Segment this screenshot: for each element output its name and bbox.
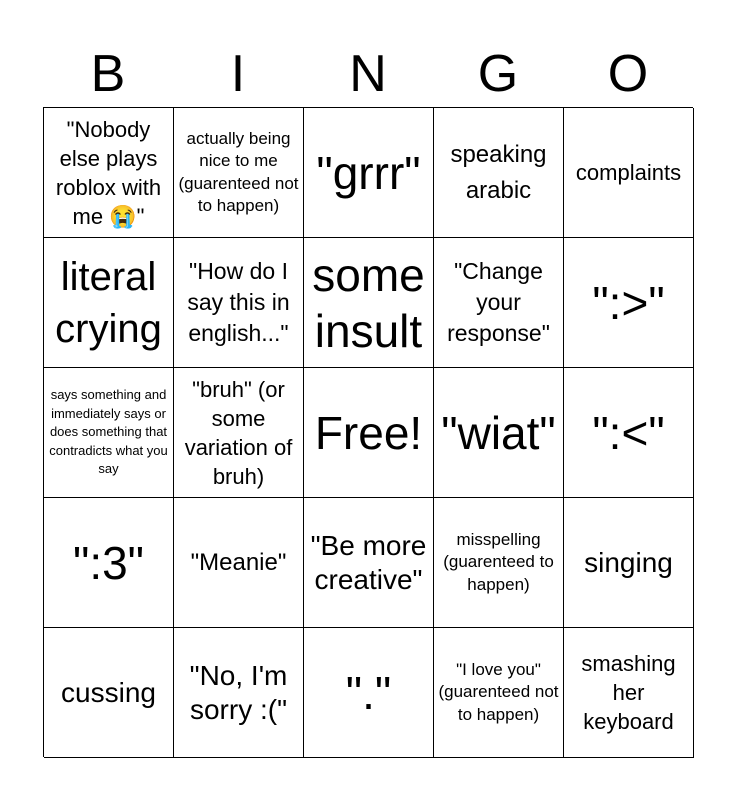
cell-text: ":>" (592, 276, 665, 329)
header-letter-b: B (90, 45, 126, 103)
bingo-cell-r2c1[interactable] (44, 238, 174, 368)
cell-text: "How do I say this in english..." (187, 258, 290, 346)
cell-text: misspelling (guarenteed to happen) (443, 529, 554, 594)
cell-text: "Nobody else plays roblox with me 😭" (55, 116, 162, 229)
bingo-cell-r4c1[interactable] (44, 498, 174, 628)
bingo-cell-r1c1[interactable] (44, 108, 174, 238)
bingo-cell-r4c2[interactable] (174, 498, 304, 628)
cell-text: complaints (575, 160, 682, 185)
cell-text: "Change your response" (447, 258, 550, 346)
bingo-cell-r3c2[interactable] (174, 368, 304, 498)
bingo-cell-r3c5[interactable] (564, 368, 694, 498)
header-letter-n: N (349, 45, 387, 103)
cell-text: actually being nice to me (guarenteed not to happen) (178, 128, 299, 215)
bingo-cell-r4c3[interactable] (304, 498, 434, 628)
bingo-cell-r5c3[interactable] (304, 628, 434, 758)
cell-text: cussing (61, 676, 156, 708)
cell-text: Free! (314, 406, 423, 459)
bingo-cell-r1c2[interactable] (174, 108, 304, 238)
cell-text: smashing her keyboard (581, 651, 676, 734)
cell-text: ":3" (72, 536, 145, 589)
bingo-cell-r4c5[interactable] (564, 498, 694, 628)
bingo-cell-r3c4[interactable] (434, 368, 564, 498)
cell-text: some insult (312, 248, 425, 357)
cell-text: "Meanie" (190, 548, 287, 576)
bingo-header (43, 42, 693, 106)
cell-text: "." (345, 666, 392, 719)
cell-text: ":<" (592, 406, 665, 459)
bingo-cell-r3c1[interactable] (44, 368, 174, 498)
cell-text: "bruh" (or some variation of bruh) (184, 376, 293, 489)
bingo-cell-r2c3[interactable] (304, 238, 434, 368)
cell-text: singing (584, 546, 673, 578)
cell-text: "Be more creative" (310, 529, 427, 595)
bingo-cell-r5c4[interactable] (434, 628, 564, 758)
bingo-cell-r5c2[interactable] (174, 628, 304, 758)
cell-text: "No, I'm sorry :(" (189, 659, 288, 725)
cell-text: literal crying (55, 254, 162, 351)
bingo-cell-r1c4[interactable] (434, 108, 564, 238)
bingo-cell-r2c2[interactable] (174, 238, 304, 368)
bingo-cell-r3c3[interactable] (304, 368, 434, 498)
bingo-cell-r1c3[interactable] (304, 108, 434, 238)
cell-text: "wiat" (441, 406, 556, 459)
bingo-grid (43, 107, 693, 757)
bingo-cell-r2c4[interactable] (434, 238, 564, 368)
bingo-cell-r5c1[interactable] (44, 628, 174, 758)
header-letter-i: I (230, 45, 246, 103)
header-letter-g: G (477, 45, 519, 103)
bingo-cell-r5c5[interactable] (564, 628, 694, 758)
bingo-cell-r1c5[interactable] (564, 108, 694, 238)
header-letter-o: O (607, 45, 649, 103)
bingo-cell-r4c4[interactable] (434, 498, 564, 628)
cell-text: says something and immediately says or does something that contradicts what you say (49, 387, 168, 477)
cell-text: "grrr" (316, 146, 421, 199)
cell-text: "I love you" (guarenteed not to happen) (438, 659, 559, 724)
cell-text: speaking arabic (450, 140, 547, 204)
bingo-cell-r2c5[interactable] (564, 238, 694, 368)
